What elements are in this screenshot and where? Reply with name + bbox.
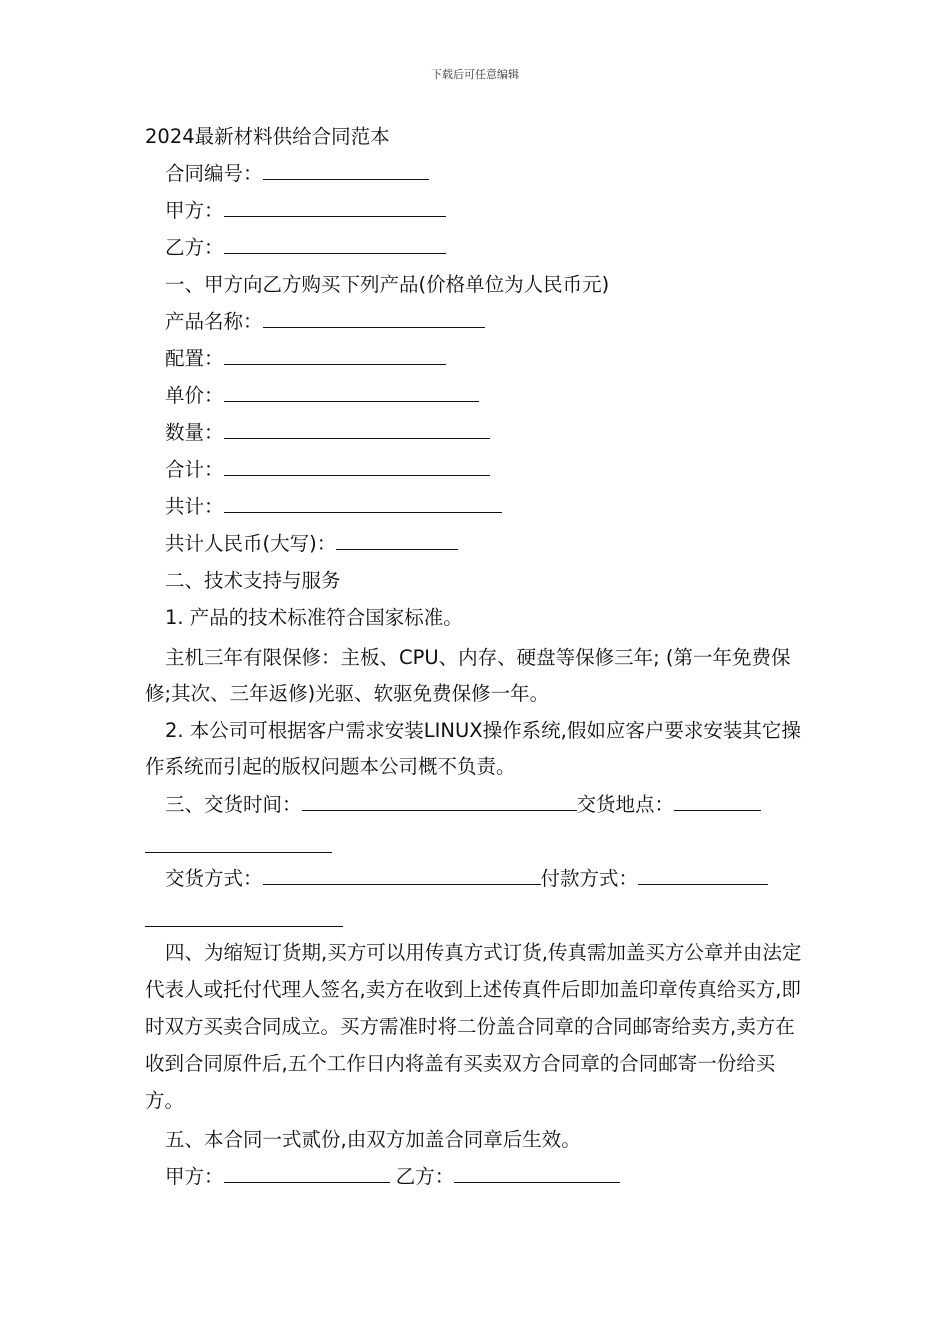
sign-party-a-label: 甲方：: [165, 1165, 224, 1188]
payment-method-label: 付款方式：: [540, 867, 639, 890]
sign-party-b-label: 乙方：: [395, 1165, 455, 1188]
delivery-row: [165, 786, 761, 823]
product-name-row: [165, 303, 485, 340]
delivery-place-label: 交货地点：: [576, 793, 675, 816]
section5: 五、本合同一式贰份,由双方加盖合同章后生效。: [165, 1128, 581, 1151]
config-label: 配置：: [165, 347, 224, 370]
delivery-place-blank: [674, 792, 761, 811]
section1-heading: 一、甲方向乙方购买下列产品(价格单位为人民币元): [165, 273, 610, 296]
config-blank: [224, 346, 446, 365]
party-a-label: 甲方：: [165, 199, 224, 222]
section2-item1: 1. 产品的技术标准符合国家标准。: [165, 606, 463, 629]
party-b-label: 乙方：: [165, 236, 224, 259]
unit-price-label: 单价：: [165, 384, 224, 407]
delivery-time-label: 三、交货时间：: [165, 793, 302, 816]
quantity-blank: [224, 420, 490, 439]
payment-method-blank: [638, 866, 768, 885]
delivery-method-label: 交货方式：: [165, 867, 263, 890]
delivery-method-row: [165, 860, 768, 897]
contract-number-blank: [263, 161, 429, 180]
party-b-blank: [224, 235, 446, 254]
section4-paragraph: 四、为缩短订货期,买方可以用传真方式订货,传真需加盖买方公章并由法定代表人或托付代理人签名,卖方在收到上述传真件后即加盖印章传真给买方,即时双方买卖合同成立。买方需准时将二份盖合同章的合同邮寄给卖方,卖方在收到合同原件后,五个工作日内将盖有买卖双方合同章的合同邮寄一份给买方。: [145, 941, 802, 1112]
party-b-row: [165, 229, 446, 266]
party-a-blank: [224, 198, 446, 217]
warranty-paragraph: 主机三年有限保修：主板、CPU、内存、硬盘等保修三年; (第一年免费保修;其次、三年返修)光驱、软驱免费保修一年。: [145, 646, 791, 705]
subtotal-label: 合计：: [165, 458, 224, 481]
quantity-label: 数量：: [165, 421, 224, 444]
contract-number-label: 合同编号：: [165, 162, 263, 185]
total-blank: [224, 494, 502, 513]
party-a-row: [165, 192, 446, 229]
total-row: [165, 488, 502, 525]
page-header: 下载后可任意编辑: [431, 68, 519, 81]
sign-party-b-blank: [454, 1164, 620, 1183]
unit-price-row: [165, 377, 479, 414]
total-rmb-row: [165, 525, 458, 562]
section2-heading: 二、技术支持与服务: [165, 569, 341, 592]
product-name-label: 产品名称：: [165, 310, 263, 333]
contract-number-row: [165, 155, 429, 192]
quantity-row: [165, 414, 490, 451]
sign-party-a-blank: [224, 1164, 390, 1183]
section2-item2: 2. 本公司可根据客户需求安装LINUX操作系统,假如应客户要求安装其它操作系统而引起的版权问题本公司概不负责。: [145, 719, 801, 778]
total-label: 共计：: [165, 495, 224, 518]
unit-price-blank: [224, 383, 479, 402]
total-rmb-blank: [336, 531, 458, 550]
delivery-time-blank: [302, 792, 577, 811]
config-row: [165, 340, 446, 377]
signature-row: [165, 1158, 620, 1195]
product-name-blank: [263, 309, 485, 328]
total-rmb-label: 共计人民币(大写)：: [165, 532, 337, 555]
subtotal-blank: [224, 457, 490, 476]
delivery-method-blank: [263, 866, 541, 885]
subtotal-row: [165, 451, 490, 488]
doc-title: 2024最新材料供给合同范本: [145, 125, 390, 148]
